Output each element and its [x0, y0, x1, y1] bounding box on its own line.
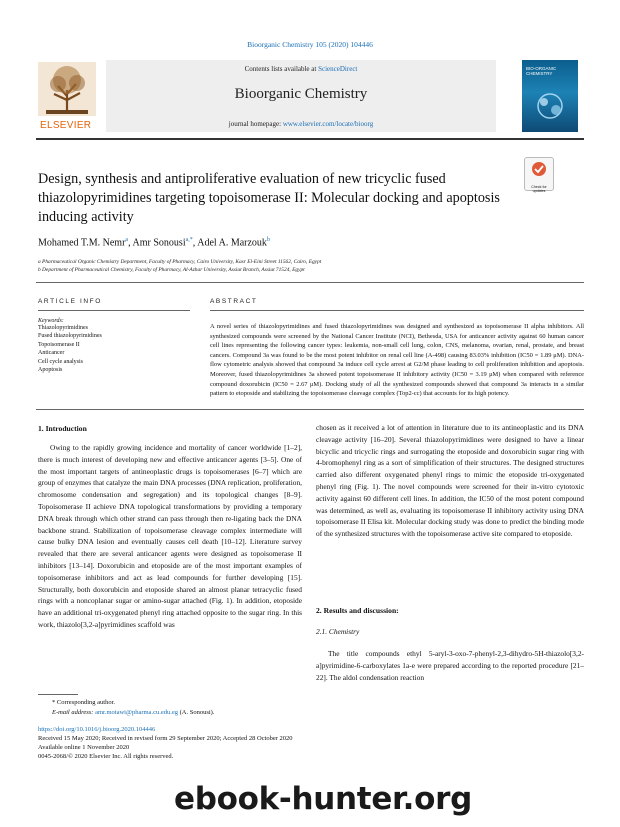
- header-rule: [36, 138, 584, 140]
- keyword: Topoisomerase II: [38, 341, 80, 348]
- online-date: Available online 1 November 2020: [38, 744, 130, 751]
- journal-header: [36, 60, 584, 134]
- author-2: Amr Sonousi: [132, 237, 186, 249]
- keyword: Apoptosis: [38, 367, 63, 374]
- divider: [210, 310, 584, 311]
- abstract-heading: ABSTRACT: [210, 298, 258, 305]
- right-column-paragraph: chosen as it received a lot of attention in literature due to its antineoplastic and its DNA cleavage activity [16–20]. Several thiazolopyrimidines were designed to have a linear bicyclic and tricyclic rings and surrogating the etoposide and doxorubicin sugar ring with 4-bromophenyl ring as a sort of simplification of their structures. The designed structures carried also different oxygenated phenyl rings to mimic the etoposide tri-oxygenated phenyl ring (Fig. 1). The novel compounds were screened for their in-vitro cytotoxic activity against 60 different cell lines. In addition, the IC50 of the most potent compound was determined, as well as, evaluating its topoisomerase II inhibitory activity using DNA topoisomerase II Elisa kit. Molecular docking study was done to predict the binding mode of the synthesized structures with the topoisomerase active site compared to etoposide.: [316, 423, 584, 539]
- publisher-name: ELSEVIER: [40, 120, 92, 131]
- author-3: Adel A. Marzouk: [197, 237, 267, 249]
- received-dates: Received 15 May 2020; Received in revised form 29 September 2020; Accepted 28 October 2020: [38, 735, 293, 742]
- check-updates-label: Check for updates: [531, 185, 547, 193]
- check-for-updates-badge[interactable]: [524, 157, 554, 191]
- watermark: ebook-hunter.org: [174, 781, 472, 817]
- chemistry-paragraph: The title compounds ethyl 5-aryl-3-oxo-7-phenyl-2,3-dihydro-5H-thiazolo[3,2-a]pyrimidine-6-carboxylates 1a-e were prepared according to the reported procedure [21–22]. The aldol condensation reaction: [316, 649, 584, 682]
- keyword: Cell cycle analysis: [38, 358, 83, 365]
- sciencedirect-link[interactable]: ScienceDirect: [318, 65, 358, 73]
- keywords-block: [38, 318, 198, 374]
- footnote-rule: [38, 694, 78, 695]
- abstract-text: A novel series of thiazolopyrimidines and fused thiazolopyrimidines was designed and synthesized as topoisomerase II alpha inhibitors. All synthesized compounds were screened by the National Cancer Institute (NCI), Bethesda, USA for anticancer activity against 60 human cancer cell lines representing the following cancer types: leukemia, non-small cell lung, colon, CNS, melanoma, ovarian, renal, prostate, and breast cancers. Compound 3a was found to be the most potent inhibitor on renal cell line (A-498) causing 83.03% inhibition (IC50 = 1.89 μM). DNA-flow cytometric analysis showed that compound 3a induce cell cycle arrest at G2/M phase leading to cell proliferation inhibition and apoptosis. Moreover, fused thiazolopyrimidines 3a showed potent topoisomerase II inhibitory activity (IC50 = 3.19 μM) when compared with reference compound doxorubicin (IC50 = 2.67 μM). Docking study of all the synthesized compounds showed that compound 3a interacts in a similar pattern to etoposide and stabilizing the topoisomerase cleavage complex (Top2-cc) that accounts for its high potency.: [210, 323, 584, 398]
- check-updates-icon: [525, 158, 553, 180]
- author-2-sup[interactable]: a,*: [185, 237, 193, 243]
- affiliations: [38, 258, 558, 274]
- author-list: Mohamed T.M. Nemr$^a$, Amr Sonousi$^{a,*}$, Adel A. Marzouk$^b$: [38, 237, 270, 249]
- keywords-label: Keywords:: [38, 318, 64, 324]
- author-1: Mohamed T.M. Nemr: [38, 237, 126, 249]
- divider: [38, 310, 190, 311]
- article-title: Design, synthesis and antiproliferative evaluation of new tricyclic fused thiazolopyrimidines targeting topoisomerase II: Molecular docking and apoptosis inducing activity: [38, 171, 500, 225]
- contents-line: Contents lists available at ScienceDirect: [244, 65, 358, 73]
- author-3-sup[interactable]: b: [266, 237, 270, 243]
- keyword: Thiazolopyrimidines: [38, 325, 88, 331]
- affiliation-a: a Pharmaceutical Organic Chemistry Department, Faculty of Pharmacy, Cairo University, Kasr El-Eini Street 11562, Cairo, Egypt: [38, 259, 322, 265]
- copyright: 0045-2068/© 2020 Elsevier Inc. All rights reserved.: [38, 753, 174, 760]
- author-1-sup[interactable]: a: [125, 237, 129, 243]
- journal-cover: [522, 60, 578, 132]
- corresponding-author-note: * Corresponding author.: [52, 699, 116, 706]
- article-info-heading: ARTICLE INFO: [38, 298, 102, 305]
- doi-link[interactable]: https://doi.org/10.1016/j.bioorg.2020.104446: [38, 726, 156, 733]
- journal-name: Bioorganic Chemistry: [234, 86, 368, 102]
- cover-art-icon: [530, 88, 570, 124]
- elsevier-tree-icon: [36, 60, 100, 118]
- journal-reference[interactable]: Bioorganic Chemistry 105 (2020) 104446: [247, 40, 373, 49]
- email-note: E-mail address: amr.motawi@pharma.cu.edu.eg (A. Sonousi).: [52, 709, 215, 716]
- homepage-link[interactable]: www.elsevier.com/locate/bioorg: [282, 120, 374, 128]
- email-link[interactable]: amr.motawi@pharma.cu.edu.eg: [95, 709, 178, 716]
- keyword: Fused thiazolopyrimidines: [38, 333, 102, 340]
- affiliation-b: b Department of Pharmaceutical Chemistry, Faculty of Pharmacy, Al-Azhar University, Assiut Branch, Assiut 71524, Egypt: [38, 267, 305, 273]
- homepage-line: journal homepage: www.elsevier.com/locate/bioorg: [228, 120, 374, 128]
- divider: [36, 282, 584, 283]
- divider: [36, 409, 584, 410]
- cover-title: BIO-ORGANIC CHEMISTRY: [526, 66, 557, 77]
- results-heading: 2. Results and discussion:: [316, 606, 399, 615]
- elsevier-logo: [36, 60, 100, 132]
- keyword: Anticancer: [38, 350, 65, 357]
- header-center-box: [106, 60, 496, 132]
- intro-heading: 1. Introduction: [38, 424, 87, 433]
- intro-paragraph: Owing to the rapidly growing incidence and mortality of cancer worldwide [1–2], there is much interest of developing new and effective anticancer agents [3–5]. One of the most important targets of antineoplastic drugs is topoisomerases [6–7] which are group of enzymes that catalyze the main DNA processes (DNA replication, proliferation, chromosome condensation and segregation) and its topological changes [8–9]. Topoisomerase II achieve DNA topological transformations by providing a temporary DNA break through which other strand can pass through then re-ligating back the DNA backbone strand. Stabilization of topoisomerase cleavage complex intermediate will cause bulky DNA lesion and eventually causes cell death [10–12]. Literature survey revealed that there are several anticancer agents were designed as topoisomerase II inhibitors [13–14]. Doxorubicin and etoposide are of the most important examples of topoisomerase inhibitors and act as lead compounds for further developing [15]. Structurally, both doxorubicin and etoposide shared an almost planar tetracyclic fused rings with a noncoplanar sugar or amino-sugar attached (Fig. 1). In addition, etoposide have an additional tri-oxygenated phenyl ring attached opposite to the sugar ring. In this work, thiazolo[3,2-a]pyrimidines scaffold was: [38, 443, 302, 629]
- chemistry-subheading: 2.1. Chemistry: [316, 627, 360, 636]
